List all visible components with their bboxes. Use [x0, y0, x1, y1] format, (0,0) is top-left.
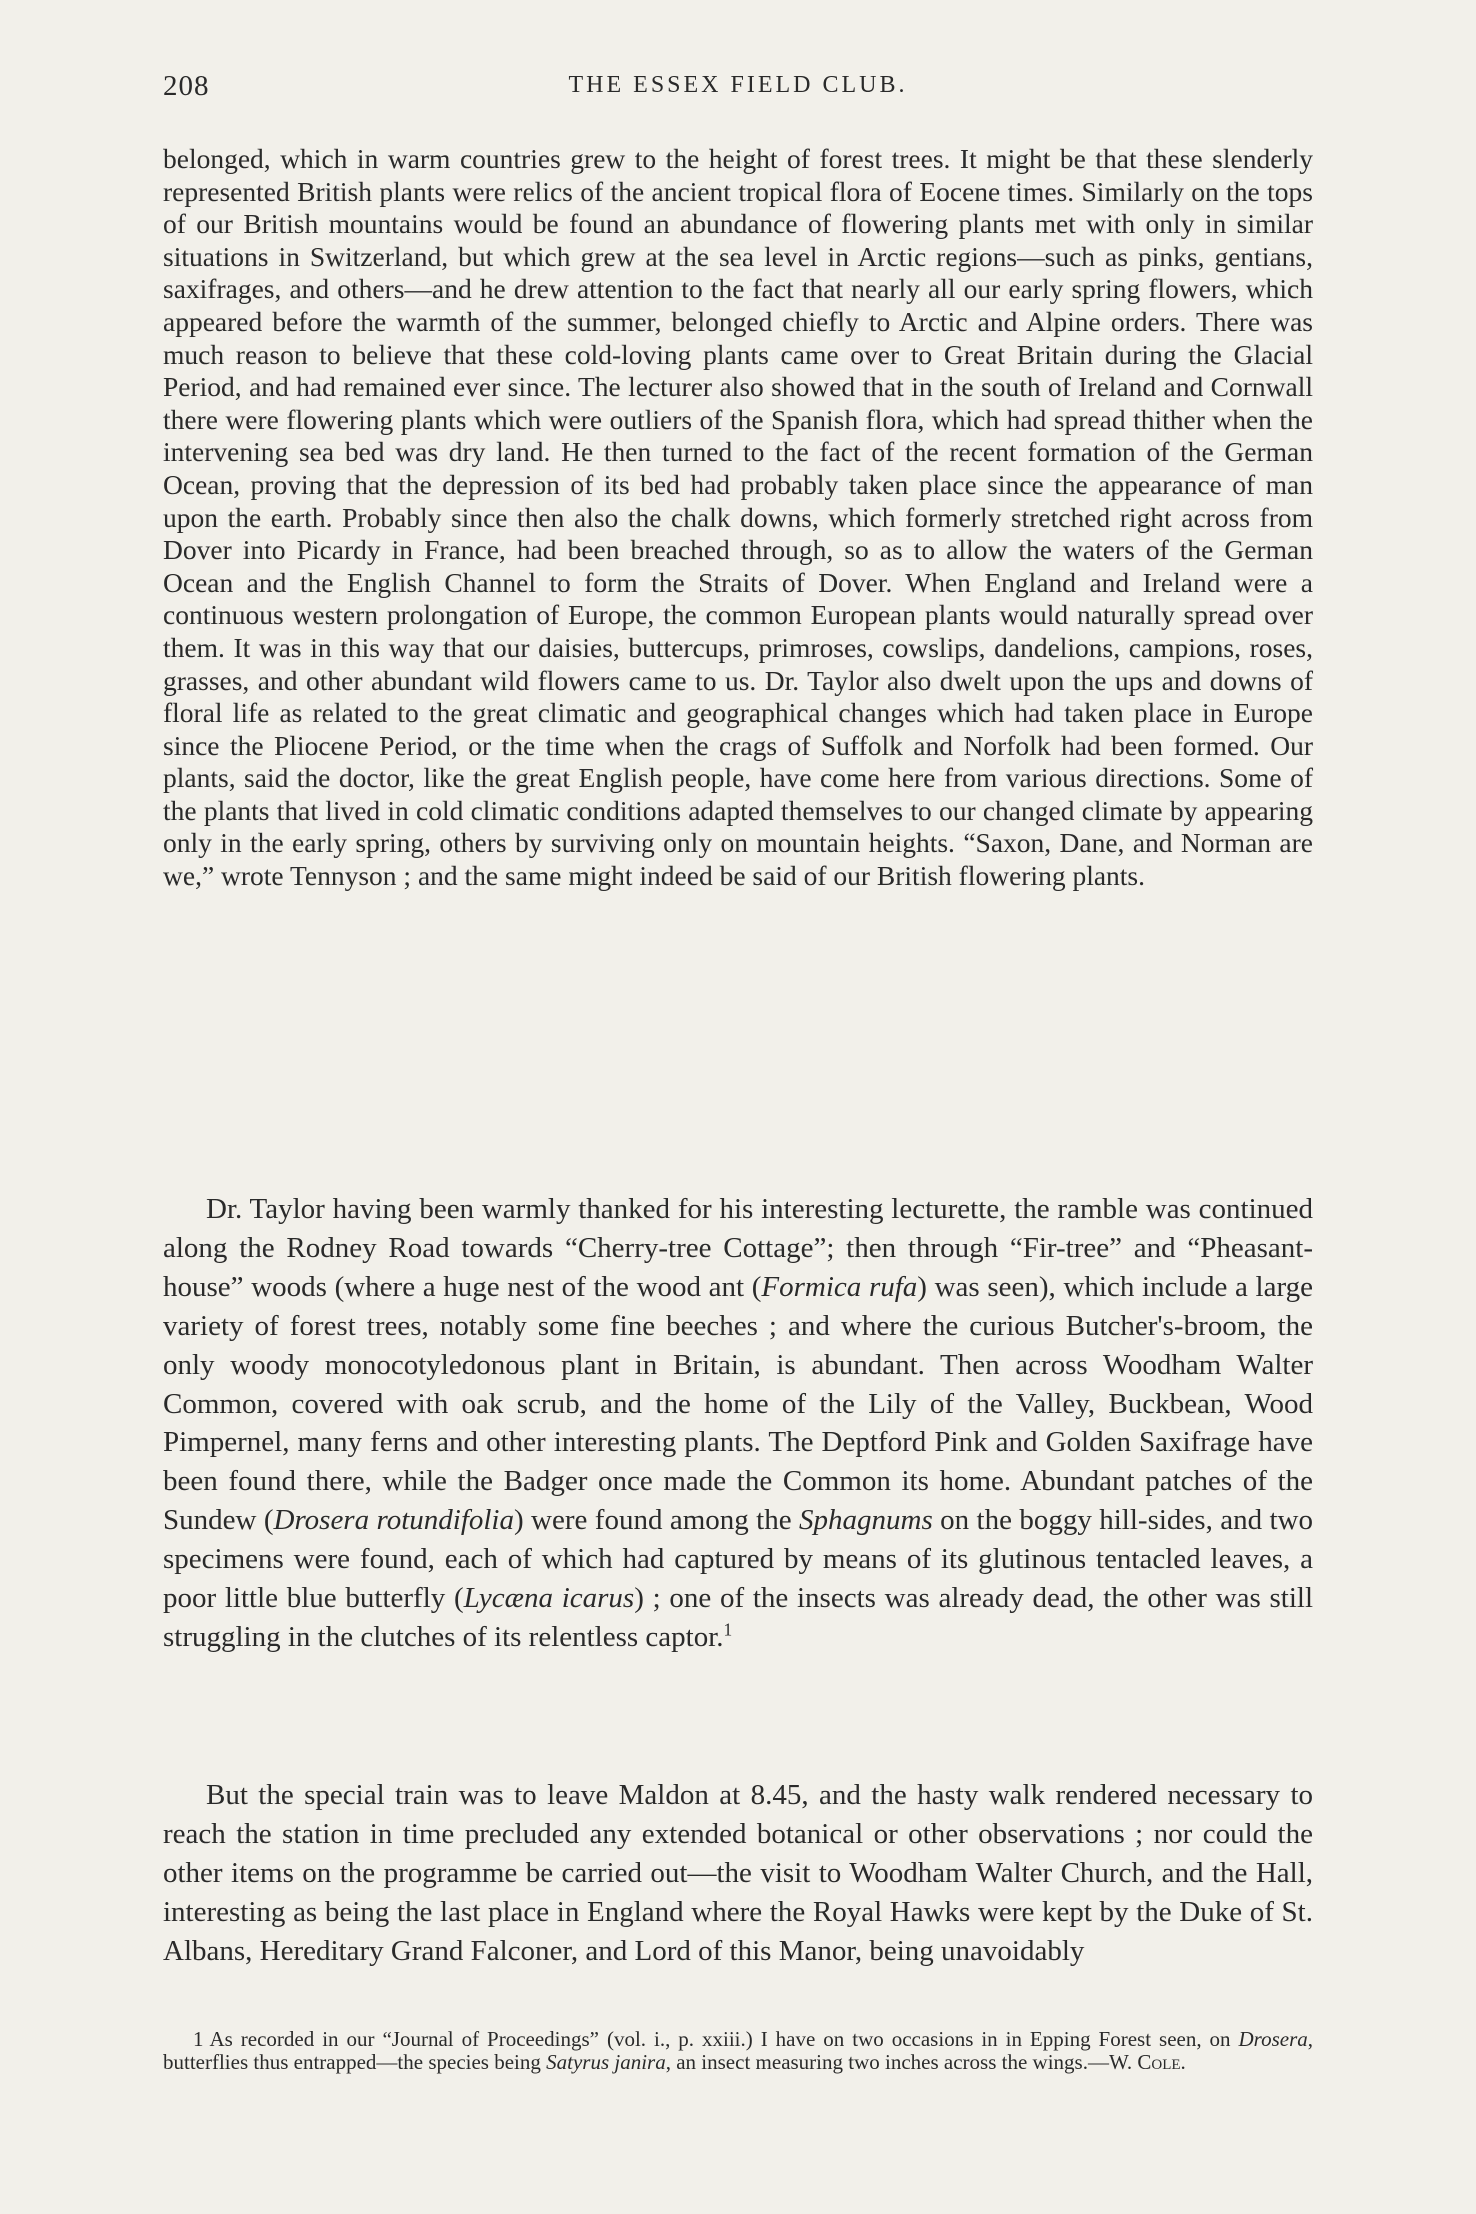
species-name: Satyrus janira: [546, 2050, 666, 2074]
text-run: , butterflies thus entrapped—the species being: [163, 2027, 1313, 2074]
running-title: THE ESSEX FIELD CLUB.: [568, 72, 908, 98]
page-number: 208: [163, 70, 210, 102]
text-run: , an insect measuring two inches across the wings.—W.: [665, 2050, 1138, 2074]
species-name: Sphagnums: [799, 1504, 933, 1537]
paragraph-ramble: [163, 1190, 1313, 1657]
footnote-number: 1: [193, 2027, 204, 2051]
paragraph-lecture-continued: [163, 143, 1313, 893]
text-run: Dr. Taylor having been warmly thanked for his interesting lecturette, the ramble was continued along the Rodney Road towards “Cherry-tree Cottage”; then through “Fir-tree” and “Pheasant-house” woods (where a huge nest of the wood ant (: [163, 1193, 1313, 1303]
paragraph-special-train: [163, 1776, 1313, 1971]
species-name: Drosera: [1238, 2027, 1308, 2051]
text-run: on the boggy hill-sides, and two specimens were found, each of which had captured by means of its glutinous tentacled leaves, a poor little blue butterfly (: [163, 1504, 1313, 1615]
running-head: [163, 70, 1313, 110]
species-name: Formica rufa: [761, 1270, 918, 1303]
text-run: ) ; one of the insects was already dead, the other was still struggling in the clutches of its relentless captor.: [163, 1582, 1313, 1653]
footnote-reference: 1: [723, 1619, 733, 1640]
species-name: Drosera rotundifolia: [273, 1504, 514, 1537]
text-run: As recorded in our “Journal of Proceedings” (vol. i., p. xxiii.) I have on two occasions in in Epping Forest seen, on: [209, 2027, 1239, 2051]
text-run: .: [1180, 2050, 1186, 2074]
footnote-author: Cole: [1137, 2050, 1181, 2074]
species-name: Lycæna icarus: [463, 1582, 635, 1615]
paragraph-1-text: belonged, which in warm countries grew to the height of forest trees. It might be that these slenderly represented British plants were relics of the ancient tropical flora of Eocene times. Similarly on the tops of our British mountains would be found an abundance of flowering plants met with only in similar situations in Switzerland, but which grew at the sea level in Arctic regions—such as pinks, gentians, saxifrages, and others—and he drew attention to the fact that nearly all our early spring flowers, which appeared before the warmth of the summer, belonged chiefly to Arctic and Alpine orders. There was much reason to believe that these cold-loving plants came over to Great Britain during the Glacial Period, and had remained ever since. The lecturer also showed that in the south of Ireland and Cornwall there were flowering plants which were outliers of the Spanish flora, which had spread thither when the intervening sea bed was dry land. He then turned to the fact of the recent formation of the German Ocean, proving that the depression of its bed had probably taken place since the appearance of man upon the earth. Probably since then also the chalk downs, which formerly stretched right across from Dover into Picardy in France, had been breached through, so as to allow the waters of the German Ocean and the English Channel to form the Straits of Dover. When England and Ireland were a continuous western prolongation of Europe, the common European plants would naturally spread over them. It was in this way that our daisies, buttercups, primroses, cowslips, dandelions, campions, roses, grasses, and other abundant wild flowers came to us. Dr. Taylor also dwelt upon the ups and downs of floral life as related to the great climatic and geographical changes which had taken place in Europe since the Pliocene Period, or the time when the crags of Suffolk and Norfolk had been formed. Our plants, said the doctor, like the great English people, have come here from various directions. Some of the plants that lived in cold climatic conditions adapted themselves to our changed climate by appearing only in the early spring, others by surviving only on mountain heights. “Saxon, Dane, and Norman are we,” wrote Tennyson ; and the same might indeed be said of our British flowering plants.: [163, 143, 1313, 892]
footnote: [163, 2028, 1313, 2074]
paragraph-3-text: But the special train was to leave Maldon at 8.45, and the hasty walk rendered necessary to reach the station in time precluded any extended botanical or other observations ; nor could the other items on the programme be carried out—the visit to Woodham Walter Church, and the Hall, interesting as being the last place in England where the Royal Hawks were kept by the Duke of St. Albans, Hereditary Grand Falconer, and Lord of this Manor, being unavoidably: [163, 1779, 1313, 1967]
text-run: ) was seen), which include a large variety of forest trees, notably some fine beeches ; and where the curious Butcher's-broom, the only woody monocotyledonous plant in Britain, is abundant. Then across Woodham Walter Common, covered with oak scrub, and the home of the Lily of the Valley, Buckbean, Wood Pimpernel, many ferns and other interesting plants. The Deptford Pink and Golden Saxifrage have been found there, while the Badger once made the Common its home. Abundant patches of the Sundew (: [163, 1270, 1313, 1537]
text-run: ) were found among the: [514, 1504, 799, 1537]
paragraph-2-text: [163, 1190, 1313, 1657]
